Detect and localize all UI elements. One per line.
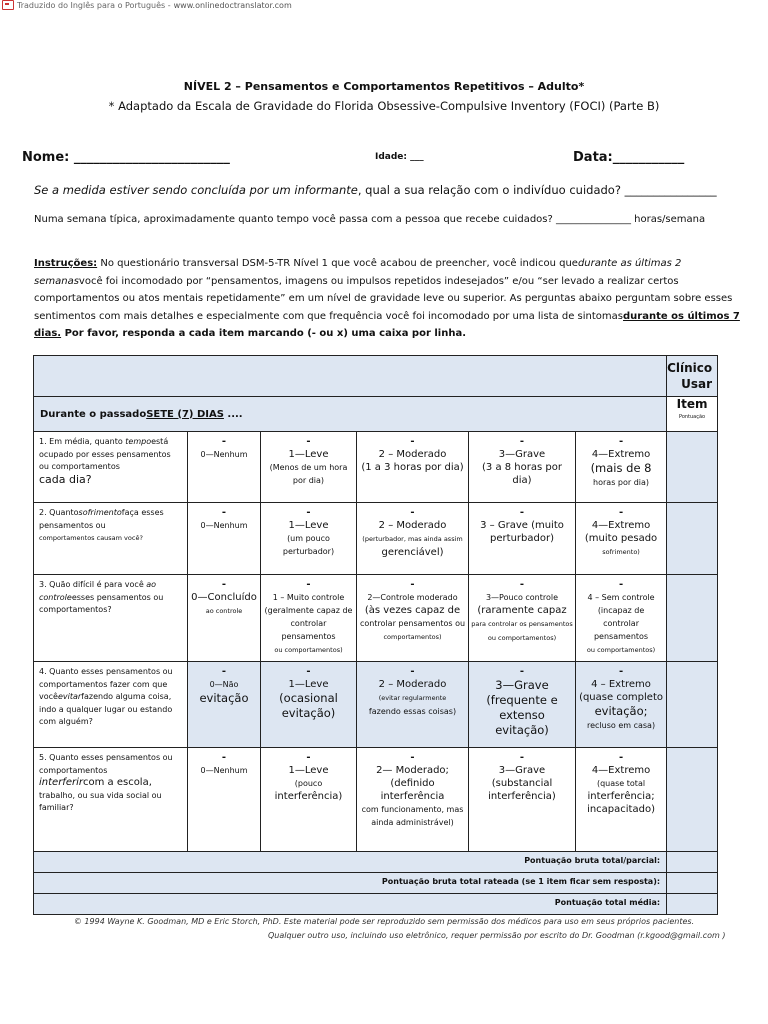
q2-option-2[interactable]: - 2 – Moderado (perturbador, mas ainda assim gerenciável)	[357, 503, 469, 575]
q1-option-3[interactable]: - 3—Grave (3 a 8 horas por dia)	[469, 432, 576, 503]
table-row	[34, 432, 718, 503]
translator-icon	[2, 0, 14, 10]
table-row	[34, 503, 718, 575]
period-prefix: Durante o passado	[40, 408, 147, 420]
total-avg-cell[interactable]	[667, 894, 718, 915]
total-prorated-row	[34, 873, 718, 894]
clinician-label: Clínico	[667, 361, 713, 375]
table-row	[34, 662, 718, 748]
clinician-use-header	[667, 356, 718, 397]
date-field[interactable]: Data:___________	[573, 150, 685, 165]
total-prorated-label: Pontuação bruta total rateada (se 1 item ficar sem resposta):	[34, 873, 667, 894]
form-title: NÍVEL 2 – Pensamentos e Comportamentos Repetitivos – Adulto*	[183, 80, 585, 93]
q1-option-4[interactable]: - 4—Extremo (mais de 8 horas por dia)	[576, 432, 667, 503]
q4-option-2[interactable]: - 2 – Moderado (evitar regularmente fazendo essas coisas)	[357, 662, 469, 748]
q3-option-3[interactable]: - 3—Pouco controle (raramente capaz para controlar os pensamentos ou comportamentos)	[469, 575, 576, 662]
q2-option-0[interactable]: - 0—Nenhum	[188, 503, 261, 575]
instructions-text: No questionário transversal DSM-5-TR Nível 1 que você acabou de preencher, você indicou que	[97, 258, 578, 269]
informant-italic: Se a medida estiver sendo concluída por um informante	[34, 183, 358, 197]
total-raw-row	[34, 852, 718, 873]
q3-option-2[interactable]: - 2—Controle moderado (às vezes capaz de controlar pensamentos ou comportamentos)	[357, 575, 469, 662]
banner-link[interactable]: www.onlinedoctranslator.com	[173, 0, 292, 10]
question-2: 2. Quantosofrimentofaça esses pensamentos ou comportamentos causam você?	[34, 503, 188, 575]
total-prorated-cell[interactable]	[667, 873, 718, 894]
instructions-italic: durante as últimas 2 semanas	[34, 258, 682, 287]
q4-option-0[interactable]: - 0—Não evitação	[188, 662, 261, 748]
symptom-table	[33, 355, 718, 915]
q5-score-cell[interactable]	[667, 748, 718, 852]
question-3: 3. Quão difícil é para você ao controleesses pensamentos ou comportamentos?	[34, 575, 188, 662]
item-label: Item	[676, 397, 708, 411]
informant-question	[34, 183, 717, 197]
form-subtitle: * Adaptado da Escala de Gravidade do Florida Obsessive-Compulsive Inventory (FOCI) (Parte B)	[108, 99, 660, 113]
q3-option-0[interactable]: - 0—Concluído ao controle	[188, 575, 261, 662]
translator-banner	[2, 0, 292, 10]
total-raw-label: Pontuação bruta total/parcial:	[34, 852, 667, 873]
table-row	[34, 748, 718, 852]
informant-rest[interactable]: , qual a sua relação com o indivíduo cuidado? ________________	[357, 183, 717, 197]
q2-option-3[interactable]: - 3 – Grave (muito perturbador)	[469, 503, 576, 575]
q5-option-3[interactable]: - 3—Grave (substancial interferência)	[469, 748, 576, 852]
copyright-line-2: Qualquer outro uso, incluindo uso eletrônico, requer permissão por escrito do Dr. Goodman (r.kgood@gmail.com )	[268, 931, 726, 940]
q5-option-1[interactable]: - 1—Leve (pouco interferência)	[261, 748, 357, 852]
age-field[interactable]: Idade: ___	[375, 152, 424, 162]
q3-option-4[interactable]: - 4 – Sem controle (incapaz de controlar pensamentos ou comportamentos)	[576, 575, 667, 662]
instructions-emphasis: durante os últimos 7 dias.	[34, 310, 740, 339]
q3-option-1[interactable]: - 1 – Muito controle (geralmente capaz de controlar pensamentos ou comportamentos)	[261, 575, 357, 662]
name-field[interactable]: Nome: ________________________	[22, 150, 230, 165]
q2-score-cell[interactable]	[667, 503, 718, 575]
q2-option-1[interactable]: - 1—Leve (um pouco perturbador)	[261, 503, 357, 575]
question-5: 5. Quanto esses pensamentos ou comportamentos interferircom a escola, trabalho, ou sua vida social ou familiar?	[34, 748, 188, 852]
total-avg-label: Pontuação total média:	[34, 894, 667, 915]
q4-option-3[interactable]: - 3—Grave (frequente e extenso evitação)	[469, 662, 576, 748]
q1-option-1[interactable]: - 1—Leve (Menos de um hora por dia)	[261, 432, 357, 503]
q1-option-0[interactable]: - 0—Nenhum	[188, 432, 261, 503]
q1-option-2[interactable]: - 2 – Moderado (1 a 3 horas por dia)	[357, 432, 469, 503]
period-days: SETE (7) DIAS	[146, 408, 224, 420]
question-4: 4. Quanto esses pensamentos ou comportamentos fazer com que vocêevitarfazendo alguma coisa, indo a qualquer lugar ou estando com alguém?	[34, 662, 188, 748]
q4-score-cell[interactable]	[667, 662, 718, 748]
q5-option-2[interactable]: - 2— Moderado; (definido interferência com funcionamento, mas ainda administrável)	[357, 748, 469, 852]
instructions-label: Instruções:	[34, 258, 98, 269]
q4-option-1[interactable]: - 1—Leve (ocasional evitação)	[261, 662, 357, 748]
q3-score-cell[interactable]	[667, 575, 718, 662]
total-raw-cell[interactable]	[667, 852, 718, 873]
clinician-use-label: Usar	[681, 377, 713, 391]
period-suffix: ....	[223, 408, 243, 420]
banner-text: Traduzido do Inglês para o Português -	[17, 0, 171, 10]
table-header-blank	[34, 356, 667, 397]
q4-option-4[interactable]: - 4 – Extremo (quase completo evitação; recluso em casa)	[576, 662, 667, 748]
q5-option-0[interactable]: - 0—Nenhum	[188, 748, 261, 852]
q1-score-cell[interactable]	[667, 432, 718, 503]
copyright-line-1: © 1994 Wayne K. Goodman, MD e Eric Storch, PhD. Este material pode ser reproduzido sem permissão dos médicos para uso em seus próprios pacientes.	[73, 917, 695, 926]
score-label: Pontuação	[678, 414, 706, 420]
instructions	[34, 255, 746, 343]
q2-option-4[interactable]: - 4—Extremo (muito pesado sofrimento)	[576, 503, 667, 575]
weekly-hours-question[interactable]: Numa semana típica, aproximadamente quanto tempo você passa com a pessoa que recebe cuidados? _______________ horas/semana	[34, 214, 706, 225]
table-row	[34, 575, 718, 662]
item-score-header	[667, 397, 718, 432]
period-header	[34, 397, 667, 432]
total-avg-row	[34, 894, 718, 915]
question-1: 1. Em média, quanto tempoestá ocupado por esses pensamentos ou comportamentos cada dia?	[34, 432, 188, 503]
instructions-text-2: você foi incomodado por “pensamentos, imagens ou impulsos repetidos indesejados” e/ou “ser levado a realizar certos comportamentos ou atos mentais repetidamente” em um nível de gravidade leve ou superior. As perguntas abaixo perguntam sobre esses sentimentos com mais detalhes e especialmente com que frequência você foi incomodado por uma lista de sintomas	[34, 275, 733, 322]
instructions-bold: Por favor, responda a cada item marcando (- ou x) uma caixa por linha.	[61, 328, 467, 339]
q5-option-4[interactable]: - 4—Extremo (quase total interferência; incapacitado)	[576, 748, 667, 852]
